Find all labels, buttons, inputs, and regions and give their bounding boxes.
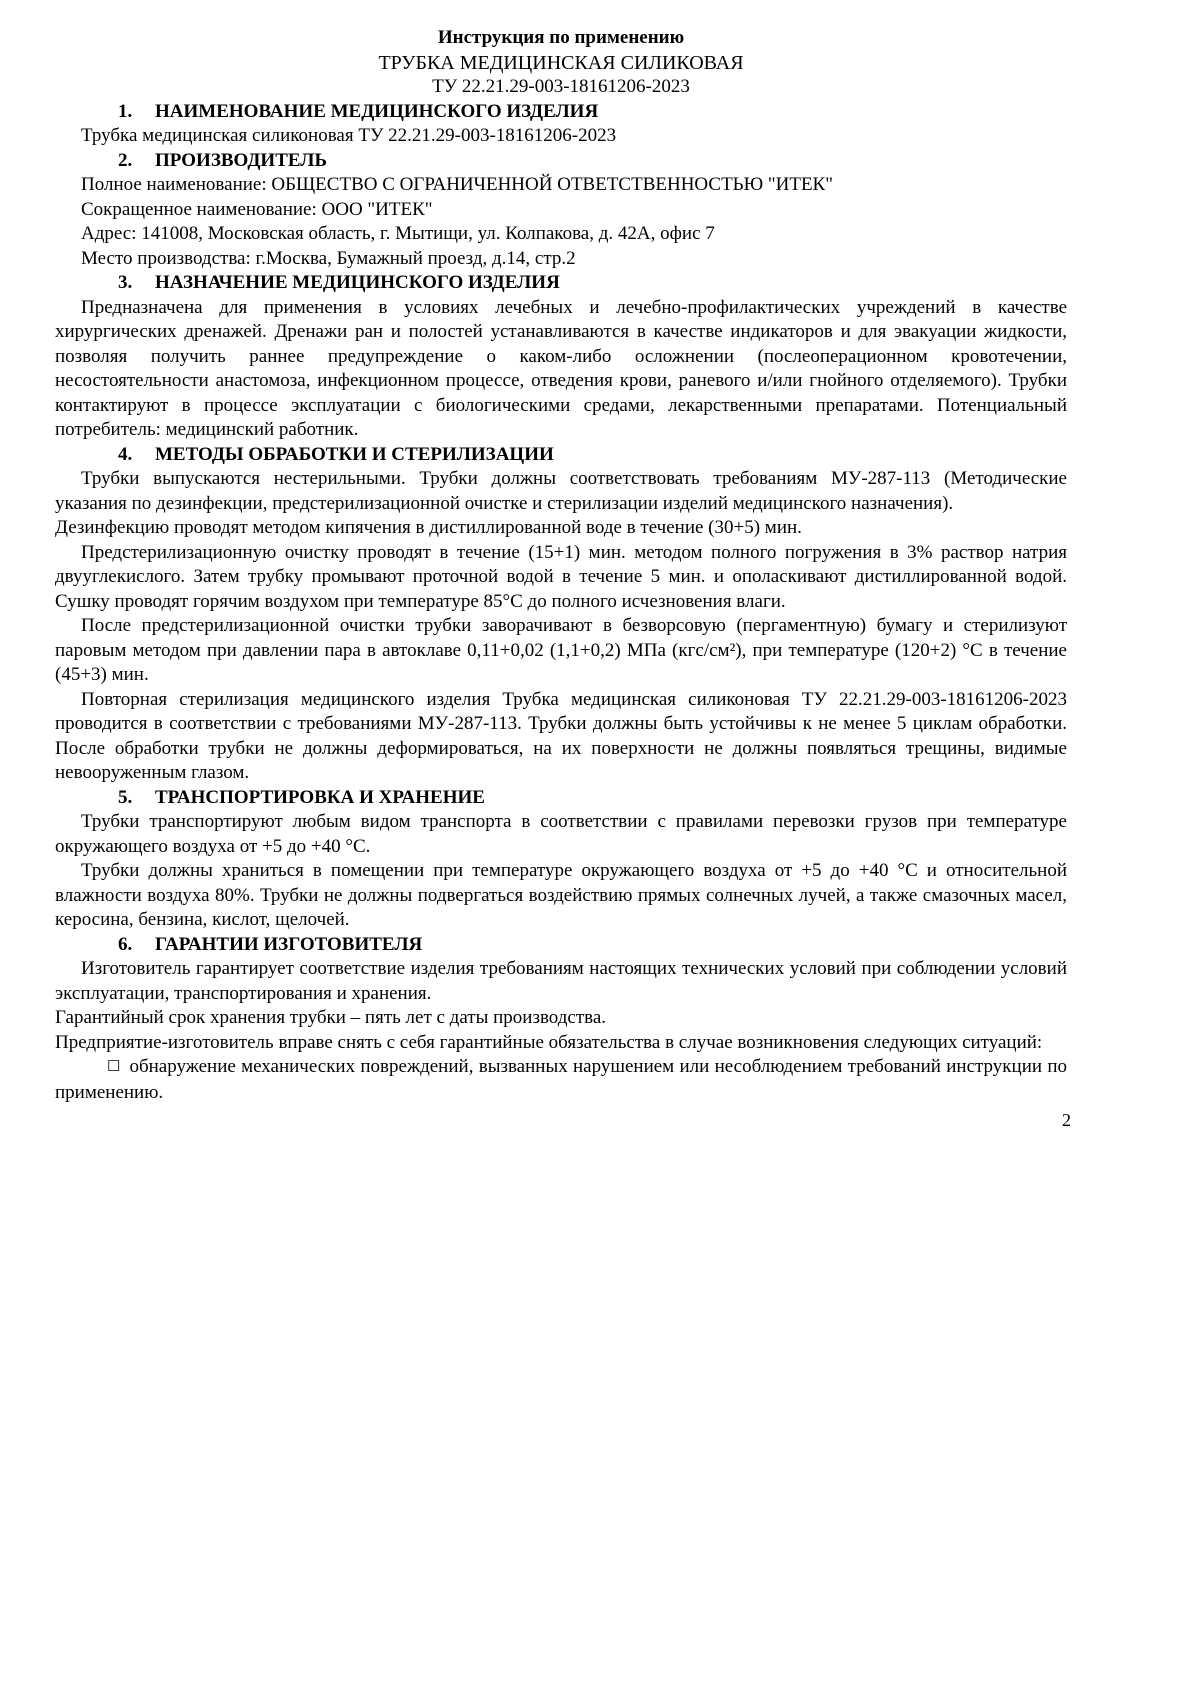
section-title: НАЗНАЧЕНИЕ МЕДИЦИНСКОГО ИЗДЕЛИЯ [155,272,560,293]
section-heading-6 [118,933,1067,958]
section-number: 6. [118,933,133,955]
tu-number: ТУ 22.21.29-003-18161206-2023 [432,76,690,97]
document-title: Инструкция по применению [437,27,685,48]
paragraph: Предприятие-изготовитель вправе снять с себя гарантийные обязательства в случае возникновения следующих ситуаций: [55,1031,1043,1053]
section-heading-2 [118,149,1067,174]
section-number: 5. [118,786,133,808]
paragraph: Предстерилизационную очистку проводят в течение (15+1) мин. методом полного погружения в 3% раствор натрия двууглекислого. Затем трубку промывают проточной водой в течение 5 мин. и ополаскивают дистиллированной водой. Сушку проводят горячим воздухом при температуре 85°С до полного исчезновения влаги. [55,541,1067,612]
paragraph: Трубки транспортируют любым видом транспорта в соответствии с правилами перевозки грузов при температуре окружающего воздуха от +5 до +40 °С. [55,811,1067,857]
paragraph: Гарантийный срок хранения трубки – пять лет с даты производства. [55,1007,607,1028]
section-heading-5 [118,786,1067,811]
section-heading-1 [118,100,1067,125]
section-title: ГАРАНТИИ ИЗГОТОВИТЕЛЯ [155,933,423,955]
product-name: ТРУБКА МЕДИЦИНСКАЯ СИЛИКОВАЯ [378,51,744,74]
section-heading-3 [118,271,1067,296]
section-number: 3. [118,272,133,293]
section-number: 1. [118,100,133,122]
section-number: 2. [118,149,133,171]
paragraph: Трубки должны храниться в помещении при температуре окружающего воздуха от +5 до +40 °С и относительной влажности воздуха 80%. Трубки не должны подвергаться воздействию прямых солнечных лучей, а также смазочных масел, керосина, бензина, кислот, щелочей. [55,860,1067,930]
paragraph: Место производства: г.Москва, Бумажный проезд, д.14, стр.2 [81,247,576,269]
paragraph: Изготовитель гарантирует соответствие изделия требованиям настоящих технических условий при соблюдении условий эксплуатации, транспортирования и хранения. [55,958,1067,1004]
page-number: 2 [1062,1110,1071,1130]
section-title: ТРАНСПОРТИРОВКА И ХРАНЕНИЕ [155,786,485,808]
document-header [55,26,1067,100]
section-number: 4. [118,443,133,465]
paragraph: Полное наименование: ОБЩЕСТВО С ОГРАНИЧЕННОЙ ОТВЕТСТВЕННОСТЬЮ "ИТЕК" [81,174,833,195]
list-item-text: обнаружение механических повреждений, вызванных нарушением или несоблюдением требований инструкции по применению. [55,1056,1067,1103]
paragraph: Дезинфекцию проводят методом кипячения в дистиллированной воде в течение (30+5) мин. [55,517,802,538]
paragraph: Трубка медицинская силиконовая ТУ 22.21.29-003-18161206-2023 [81,125,617,146]
document-content [55,26,1067,1105]
paragraph: После предстерилизационной очистки трубки заворачивают в безворсовую (пергаментную) бумагу и стерилизуют паровым методом при давлении пара в автоклаве 0,11+0,02 (1,1+0,2) МПа (кгс/см²), при температуре (120+2) °С в течение (45+3) мин. [55,615,1067,685]
section-title: ПРОИЗВОДИТЕЛЬ [155,149,328,171]
paragraph: Трубки выпускаются нестерильными. Трубки должны соответствовать требованиям МУ-287-113 (Методические указания по дезинфекции, предстерилизационной очистке и стерилизации изделий медицинского назначения). [55,468,1067,514]
paragraph: Повторная стерилизация медицинского изделия Трубка медицинская силиконовая ТУ 22.21.29-003-18161206-2023 проводится в соответствии с требованиями МУ-287-113. Трубки должны быть устойчивы к не менее 5 циклам обработки. После обработки трубки не должны деформироваться, на их поверхности не должны появляться трещины, видимые невооруженным глазом. [55,688,1067,783]
section-heading-4 [118,443,1067,468]
paragraph: Адрес: 141008, Московская область, г. Мытищи, ул. Колпакова, д. 42А, офис 7 [81,223,715,244]
section-title: МЕТОДЫ ОБРАБОТКИ И СТЕРИЛИЗАЦИИ [155,443,554,465]
section-title: НАИМЕНОВАНИЕ МЕДИЦИНСКОГО ИЗДЕЛИЯ [155,100,599,122]
paragraph: Сокращенное наименование: ООО "ИТЕК" [81,198,433,220]
checkbox-bullet-icon: ☐ [107,1059,121,1075]
list-item [55,1055,1067,1105]
paragraph: Предназначена для применения в условиях лечебных и лечебно-профилактических учреждений в качестве хирургических дренажей. Дренажи ран и полостей устанавливаются в качестве индикаторов и для эвакуации жидкости, позволяя получить раннее предупреждение о каком-либо осложнении (послеоперационном кровотечении, несостоятельности анастомоза, инфекционном процессе, отведения крови, раневого и/или гнойного отделяемого). Трубки контактируют в процессе эксплуатации с биологическими средами, лекарственными препаратами. Потенциальный потребитель: медицинский работник. [55,296,1067,440]
